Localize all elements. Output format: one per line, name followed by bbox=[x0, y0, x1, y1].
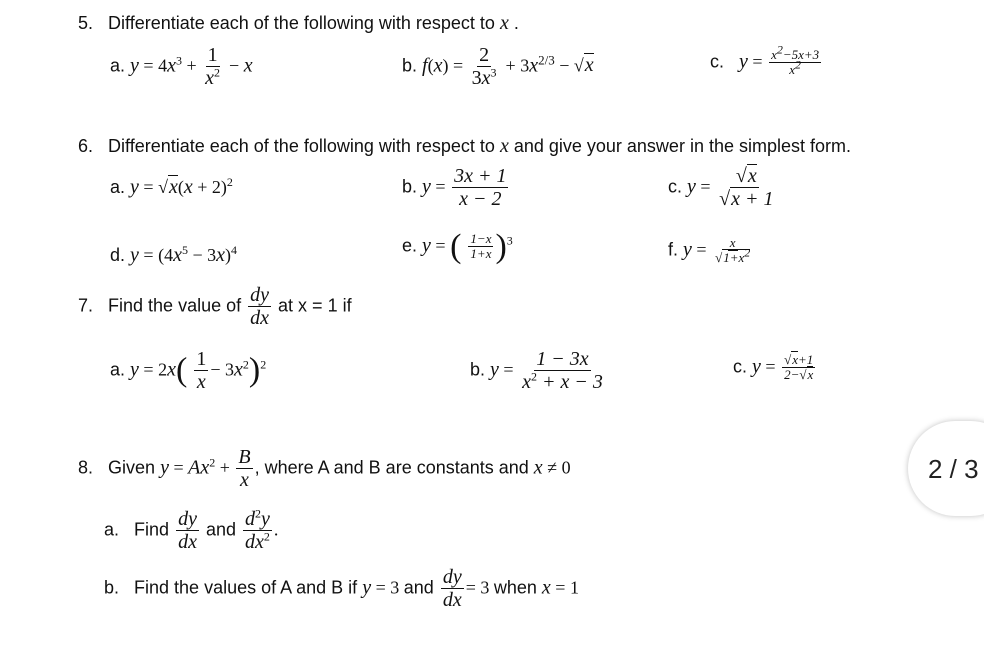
q6a: a. $y = √x(x + 2)^2$ bbox=[110, 175, 233, 198]
q5a-label: a. bbox=[110, 55, 126, 76]
q6c-label: c. bbox=[668, 176, 683, 197]
q7c: c. y = $\frac{√x+1}{2-√x}$ bbox=[733, 352, 814, 383]
page-indicator: 2 / 3 bbox=[928, 454, 979, 484]
q8b-and: and bbox=[403, 577, 434, 598]
q6c: c. y = $\frac{√x}{√x + 1}$ bbox=[668, 165, 774, 210]
q7c-label: c. bbox=[733, 356, 748, 377]
q7-heading: 7. Find the value of $\frac{dy}{dx}$ at x = 1 if bbox=[78, 284, 352, 329]
q5-number: 5. bbox=[78, 13, 94, 33]
q8a-label: a. bbox=[104, 519, 120, 540]
q7b: b. y = $\frac{1 - 3x}{x^2 + x - 3}$ bbox=[470, 348, 603, 393]
q8a-text: Find bbox=[134, 519, 170, 540]
q8b-when: when bbox=[493, 577, 537, 598]
q8b-label: b. bbox=[104, 577, 120, 598]
q6-number: 6. bbox=[78, 136, 94, 156]
q7b-label: b. bbox=[470, 359, 486, 380]
q7-text: Find the value of bbox=[108, 295, 242, 316]
q6a-label: a. bbox=[110, 177, 126, 197]
q6-heading bbox=[78, 135, 851, 158]
q6f: f. y = $\frac{x}{√1+x2}$ bbox=[668, 235, 751, 266]
q6e: e. y = ( $\frac{1-x}{1+x}$ )$^3$ bbox=[402, 227, 513, 265]
q6e-label: e. bbox=[402, 235, 418, 256]
q5-var: x bbox=[499, 12, 509, 34]
q6-tail: and give your answer in the simplest form. bbox=[513, 136, 851, 156]
q8a: a. Find $\frac{dy}{dx}$ and $\frac{d^2y}{dx^2}$ . bbox=[104, 506, 279, 553]
q8b-text: Find the values of A and B if bbox=[134, 577, 358, 598]
q5b-label: b. bbox=[402, 55, 418, 76]
q8-text: Given bbox=[108, 457, 156, 478]
q7-number: 7. bbox=[78, 295, 94, 316]
q6f-label: f. bbox=[668, 239, 679, 260]
q5b: b. f(x) = $\frac{2}{3x^3}$ + $3x^{2/3} - √x$ bbox=[402, 44, 594, 89]
q7a-label: a. bbox=[110, 359, 126, 380]
q6-var: x bbox=[499, 135, 509, 157]
q5a: a. $y = 4x^3$ + $\frac{1}{x^2}$ − x bbox=[110, 44, 253, 89]
q6b-label: b. bbox=[402, 176, 418, 197]
q8b: b. Find the values of A and B if y = 3 and $\frac{dy}{dx}$ = 3 when x = 1 bbox=[104, 566, 579, 611]
q5-text: Differentiate each of the following with respect to bbox=[108, 13, 495, 33]
q8-heading: 8. Given $y = Ax^2$ + $\frac{B}{x}$ , where A and B are constants and x ≠ 0 bbox=[78, 446, 571, 491]
q6d-label: d. bbox=[110, 245, 126, 265]
q5-end: . bbox=[513, 13, 519, 33]
q5-heading bbox=[78, 12, 519, 35]
q8-middle: , where A and B are constants and bbox=[254, 457, 529, 478]
q6d: d. $y = (4x^5 - 3x)^4$ bbox=[110, 243, 238, 266]
q7a: a. y = 2x( $\frac{1}{x}$ − $3x^2)^2$ bbox=[110, 348, 267, 393]
q5c-label: c. bbox=[710, 51, 725, 72]
q7-tail: at x = 1 if bbox=[278, 295, 352, 316]
q5c: c. y = $\frac{x2-5x+3}{x2}$ bbox=[710, 42, 820, 78]
q6b: b. y = $\frac{3x + 1}{x - 2}$ bbox=[402, 165, 507, 210]
q6-text: Differentiate each of the following with respect to bbox=[108, 136, 495, 156]
q8a-and: and bbox=[205, 519, 237, 540]
q8-number: 8. bbox=[78, 457, 94, 478]
